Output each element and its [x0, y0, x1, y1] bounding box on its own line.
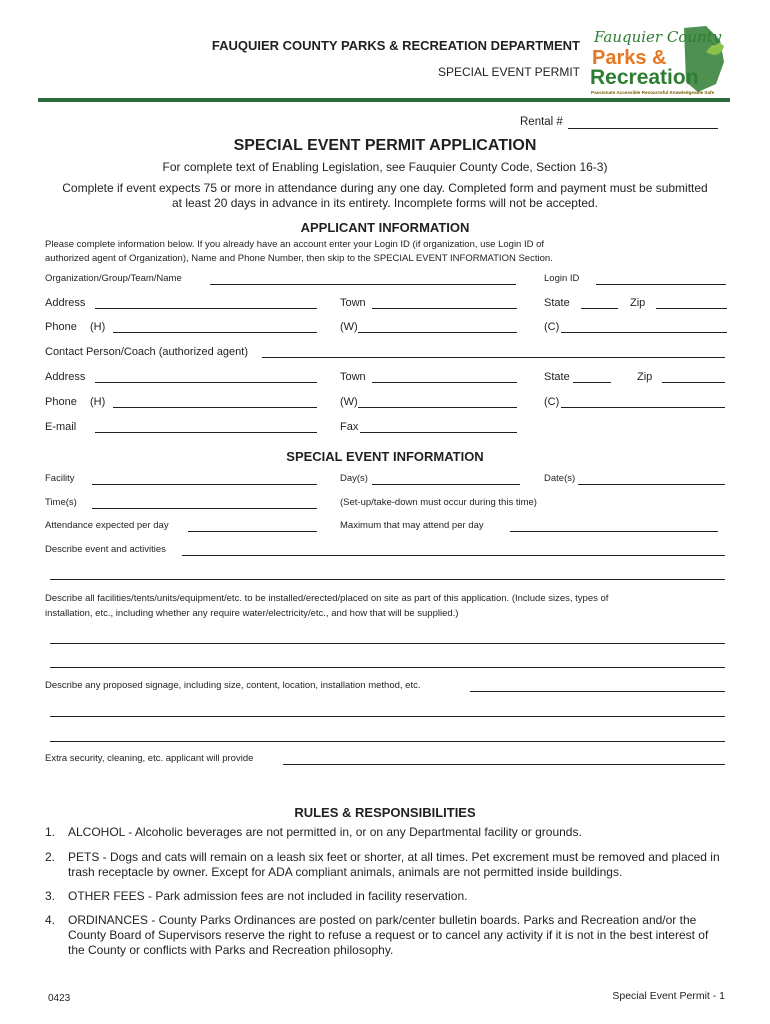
- rule-1-text: ALCOHOL - Alcoholic beverages are not permitted in, or on any Departmental facility or grounds.: [68, 825, 582, 839]
- applicant-instructions-1: Please complete information below. If you already have an account enter your Login ID (if organization, use Login ID of: [45, 239, 545, 250]
- setup-note: (Set-up/take-down must occur during this time): [340, 497, 537, 508]
- maximum-field[interactable]: [510, 531, 718, 532]
- rule-1-number: 1.: [45, 825, 56, 839]
- org-field[interactable]: [210, 284, 516, 285]
- contact-town-label: Town: [340, 371, 366, 383]
- email-field[interactable]: [95, 432, 317, 433]
- rule-2-text: PETS - Dogs and cats will remain on a leash six feet or shorter, at all times. Pet excrement must be removed and placed in trash receptacle by owner. Except for ADA compliant animals, animals are not permitted inside buildings.: [68, 850, 720, 879]
- contact-work-phone-field[interactable]: [358, 407, 517, 408]
- contact-state-label: State: [544, 371, 570, 383]
- times-label: Time(s): [45, 497, 77, 508]
- signage-field-1[interactable]: [470, 691, 725, 692]
- town-label: Town: [340, 297, 366, 309]
- rules-heading: RULES & RESPONSIBILITIES: [294, 805, 476, 820]
- logo-line1: Fauquier County: [594, 28, 722, 46]
- org-label: Organization/Group/Team/Name: [45, 273, 182, 284]
- page-title: SPECIAL EVENT PERMIT APPLICATION: [233, 137, 537, 154]
- logo-line2: Parks &: [592, 47, 667, 69]
- rule-4-number: 4.: [45, 913, 56, 927]
- contact-cell-phone-field[interactable]: [561, 407, 725, 408]
- contact-label: Contact Person/Coach (authorized agent): [45, 346, 249, 358]
- days-label: Day(s): [340, 473, 368, 484]
- describe-field-2[interactable]: [50, 579, 725, 580]
- days-field[interactable]: [372, 484, 520, 485]
- page-number: Special Event Permit - 1: [612, 990, 725, 1002]
- state-field[interactable]: [581, 308, 618, 309]
- email-label: E-mail: [45, 421, 77, 433]
- town-field[interactable]: [372, 308, 517, 309]
- rule-2-number: 2.: [45, 850, 56, 864]
- contact-home-label: (H): [90, 396, 106, 408]
- applicant-heading: APPLICANT INFORMATION: [300, 220, 470, 235]
- security-label: Extra security, cleaning, etc. applicant will provide: [45, 753, 254, 764]
- intro-line1: For complete text of Enabling Legislation, see Fauquier County Code, Section 16-3): [162, 160, 608, 174]
- signage-label: Describe any proposed signage, including size, content, location, installation method, etc.: [45, 680, 421, 691]
- facility-field[interactable]: [92, 484, 317, 485]
- form-code: 0423: [48, 993, 71, 1004]
- rule-3-number: 3.: [45, 889, 56, 903]
- login-field[interactable]: [596, 284, 726, 285]
- header-divider: [38, 98, 730, 102]
- contact-state-field[interactable]: [573, 382, 611, 383]
- home-phone-field[interactable]: [113, 332, 317, 333]
- security-field[interactable]: [283, 764, 725, 765]
- event-heading: SPECIAL EVENT INFORMATION: [286, 449, 484, 464]
- fax-field[interactable]: [360, 432, 517, 433]
- facilities-field-2[interactable]: [50, 667, 725, 668]
- logo-line3: Recreation: [590, 66, 699, 89]
- facilities-label-2: installation, etc., including whether any require water/electricity/etc., and how that will be supplied.): [45, 608, 459, 619]
- intro-line2: Complete if event expects 75 or more in attendance during any one day. Completed form and payment must be submitted: [62, 181, 708, 195]
- home-label: (H): [90, 321, 106, 333]
- describe-field-1[interactable]: [182, 555, 725, 556]
- signage-field-3[interactable]: [50, 741, 725, 742]
- work-phone-field[interactable]: [358, 332, 517, 333]
- rule-4-text: ORDINANCES - County Parks Ordinances are posted on park/center bulletin boards. Parks and Recreation and/or the County Board of Supervisors reserve the right to refuse a request or to cancel any activity if it is not in the best interest of the County or conflicts with Parks and Recreation philosophy.: [68, 913, 709, 957]
- logo-tagline: Passionate Accessible Resourceful Knowledgeable Safe: [591, 90, 715, 95]
- describe-label: Describe event and activities: [45, 544, 166, 555]
- contact-address-label: Address: [45, 371, 86, 383]
- zip-field[interactable]: [656, 308, 727, 309]
- contact-town-field[interactable]: [372, 382, 517, 383]
- permit-subtitle: SPECIAL EVENT PERMIT: [437, 65, 580, 79]
- signage-field-2[interactable]: [50, 716, 725, 717]
- contact-home-phone-field[interactable]: [113, 407, 317, 408]
- dates-label: Date(s): [544, 473, 576, 484]
- address-field[interactable]: [95, 308, 317, 309]
- contact-address-field[interactable]: [95, 382, 317, 383]
- department-name: FAUQUIER COUNTY PARKS & RECREATION DEPARTMENT: [211, 38, 580, 53]
- contact-cell-label: (C): [544, 396, 560, 408]
- rental-number-field[interactable]: [568, 128, 718, 129]
- facilities-field-1[interactable]: [50, 643, 725, 644]
- login-label: Login ID: [544, 273, 580, 284]
- phone-label: Phone: [45, 321, 77, 333]
- attendance-label: Attendance expected per day: [45, 520, 169, 531]
- parks-logo: [588, 22, 728, 100]
- contact-phone-label: Phone: [45, 396, 77, 408]
- contact-zip-label: Zip: [637, 371, 653, 383]
- applicant-instructions-2: authorized agent of Organization), Name and Phone Number, then skip to the SPECIAL EVENT INFORMATION Section.: [45, 253, 553, 264]
- rule-3-text: OTHER FEES - Park admission fees are not included in facility reservation.: [68, 889, 468, 903]
- zip-label: Zip: [630, 297, 646, 309]
- fax-label: Fax: [340, 421, 359, 433]
- intro-line3: at least 20 days in advance in its entirety. Incomplete forms will not be accepted.: [172, 196, 598, 210]
- facilities-label-1: Describe all facilities/tents/units/equipment/etc. to be installed/erected/placed on site as part of this application. (Include sizes, types of: [45, 593, 609, 604]
- dates-field[interactable]: [578, 484, 725, 485]
- rental-number-label: Rental #: [520, 116, 563, 128]
- maximum-label: Maximum that may attend per day: [340, 520, 484, 531]
- facility-label: Facility: [45, 473, 75, 484]
- cell-phone-field[interactable]: [561, 332, 727, 333]
- contact-field[interactable]: [262, 357, 725, 358]
- contact-zip-field[interactable]: [662, 382, 725, 383]
- contact-work-label: (W): [340, 396, 358, 408]
- cell-label: (C): [544, 321, 560, 333]
- state-label: State: [544, 297, 570, 309]
- attendance-field[interactable]: [188, 531, 317, 532]
- address-label: Address: [45, 297, 86, 309]
- work-label: (W): [340, 321, 358, 333]
- times-field[interactable]: [92, 508, 317, 509]
